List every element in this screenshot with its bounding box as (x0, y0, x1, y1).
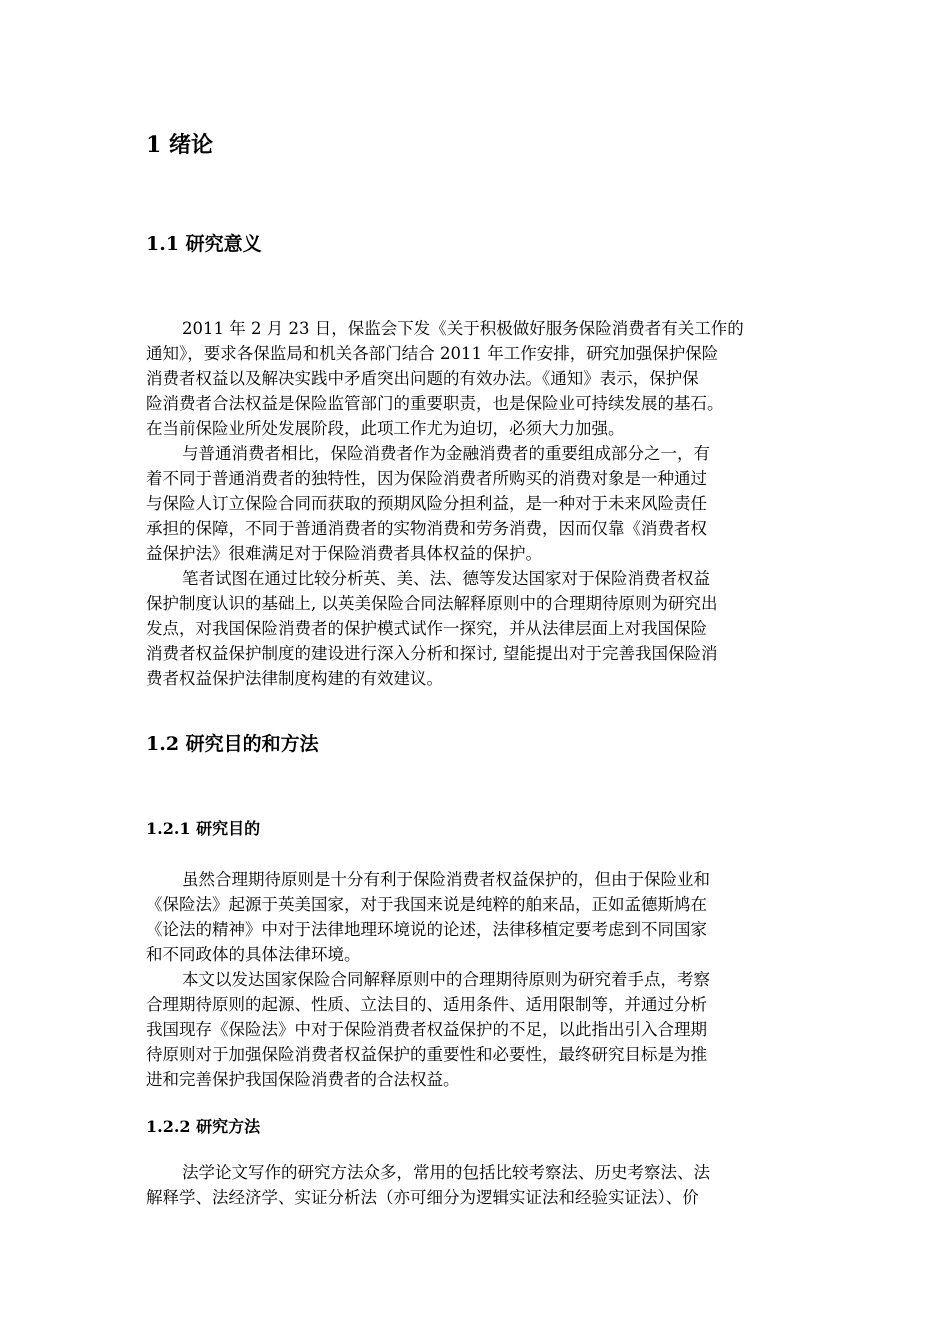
section-1-2-1-paragraphs (146, 867, 816, 1092)
text-line: 本文以发达国家保险合同解释原则中的合理期待原则为研究着手点，考察 (182, 970, 710, 989)
text-line: 着不同于普通消费者的独特性，因为保险消费者所购买的消费对象是一种通过 (146, 469, 707, 488)
text-line: 与普通消费者相比，保险消费者作为金融消费者的重要组成部分之一，有 (182, 444, 710, 463)
paragraph (146, 1160, 816, 1210)
subsection-heading-1-2-2: 1.2.2 研究方法 (146, 1117, 261, 1136)
text-line: 消费者权益保护制度的建设进行深入分析和探讨, 望能提出对于完善我国保险消 (146, 644, 718, 663)
paragraph (146, 316, 816, 441)
paragraph (146, 566, 816, 691)
text-line: 消费者权益以及解决实践中矛盾突出问题的有效办法。《通知》表示，保护保 (146, 369, 699, 388)
text-line: 笔者试图在通过比较分析英、美、法、德等发达国家对于保险消费者权益 (182, 569, 710, 588)
chapter-heading: 1 绪论 (146, 132, 213, 158)
section-1-2-2-paragraphs (146, 1160, 816, 1210)
paragraph (146, 967, 816, 1092)
text-line: 《保险法》起源于英美国家，对于我国来说是纯粹的舶来品，正如孟德斯鸠在 (146, 895, 707, 914)
text-line: 法学论文写作的研究方法众多，常用的包括比较考察法、历史考察法、法 (182, 1163, 710, 1182)
paragraph (146, 867, 816, 967)
text-line: 待原则对于加强保险消费者权益保护的重要性和必要性，最终研究目标是为推 (146, 1045, 707, 1064)
text-line: 承担的保障，不同于普通消费者的实物消费和劳务消费，因而仅靠《消费者权 (146, 519, 707, 538)
subsection-heading-1-2-1: 1.2.1 研究目的 (146, 819, 261, 838)
text-line: 益保护法》很难满足对于保险消费者具体权益的保护。 (146, 544, 542, 563)
text-line: 费者权益保护法律制度构建的有效建议。 (146, 669, 443, 688)
text-line: 与保险人订立保险合同而获取的预期风险分担利益，是一种对于未来风险责任 (146, 494, 707, 513)
text-line: 进和完善保护我国保险消费者的合法权益。 (146, 1070, 460, 1089)
text-line: 和不同政体的具体法律环境。 (146, 945, 361, 964)
text-line: 虽然合理期待原则是十分有利于保险消费者权益保护的，但由于保险业和 (182, 870, 710, 889)
text-line: 《论法的精神》中对于法律地理环境说的论述，法律移植定要考虑到不同国家 (146, 920, 707, 939)
text-line: 保护制度认识的基础上, 以英美保险合同法解释原则中的合理期待原则为研究出 (146, 594, 718, 613)
text-line: 2011 年 2 月 23 日，保监会下发《关于积极做好服务保险消费者有关工作的 (182, 319, 744, 338)
section-heading-1-1: 1.1 研究意义 (146, 233, 262, 255)
text-line: 发点，对我国保险消费者的保护模式试作一探究，并从法律层面上对我国保险 (146, 619, 707, 638)
section-1-1-paragraphs (146, 316, 816, 691)
text-line: 通知》，要求各保监局和机关各部门结合 2011 年工作安排，研究加强保护保险 (146, 344, 719, 363)
text-line: 险消费者合法权益是保险监管部门的重要职责，也是保险业可持续发展的基石。 (146, 394, 724, 413)
section-heading-1-2: 1.2 研究目的和方法 (146, 733, 319, 755)
text-line: 解释学、法经济学、实证分析法（亦可细分为逻辑实证法和经验实证法）、价 (146, 1188, 699, 1207)
text-line: 在当前保险业所处发展阶段，此项工作尤为迫切，必须大力加强。 (146, 419, 625, 438)
paragraph (146, 441, 816, 566)
text-line: 我国现存《保险法》中对于保险消费者权益保护的不足，以此指出引入合理期 (146, 1020, 707, 1039)
text-line: 合理期待原则的起源、性质、立法目的、适用条件、适用限制等，并通过分析 (146, 995, 707, 1014)
